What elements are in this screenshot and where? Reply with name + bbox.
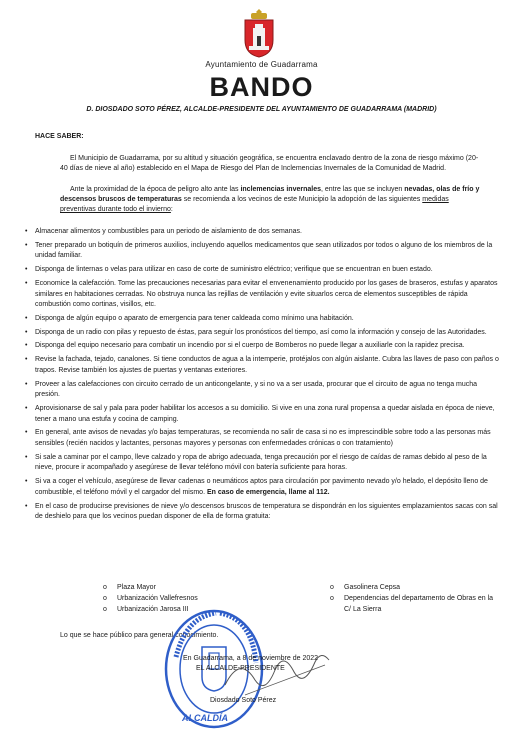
bullet-icon: •	[25, 380, 28, 388]
measure-text: Proveer a las calefacciones con circuito cerrado de un anticongelante, y si no va a ser usada, procurar que el circuito de agua no tenga mucha presión.	[35, 380, 478, 399]
measures-list	[25, 227, 500, 526]
bullet-icon: •	[25, 453, 28, 461]
handwritten-signature-icon	[215, 645, 345, 705]
signature-name: Diosdado Soto Pérez	[210, 697, 277, 704]
measure-text: Si va a coger el vehículo, asegúrese de llevar cadenas o neumáticos aptos para circulación por pavimento nevado y/o helado, el depósito lleno de combustible, el teléfono móvil y el cargador del mismo.	[35, 478, 488, 496]
circle-bullet-icon: o	[103, 584, 107, 591]
bullet-icon: •	[25, 502, 28, 510]
list-item	[25, 380, 500, 401]
circle-bullet-icon: o	[103, 595, 107, 602]
page-subtitle: D. DIOSDADO SOTO PÉREZ, ALCALDE-PRESIDENTE DEL AYUNTAMIENTO DE GUADARRAMA (MADRID)	[86, 106, 437, 113]
location-text: Gasolinera Cepsa	[344, 584, 401, 591]
measure-text: Economice la calefacción. Tome las precauciones necesarias para evitar el envenenamiento producido por los gases de braseros, estufas y aparatos similares en habitaciones cerradas. No obstruya nunca las rejillas de ventilación y evite situarlos cerca de elementos susceptibles de rápida combustión como cortinas, visillos, etc.	[35, 279, 498, 309]
list-item	[25, 477, 500, 498]
closing-text: Lo que se hace público para general conocimiento.	[60, 632, 219, 639]
list-item	[25, 502, 500, 523]
list-item	[25, 453, 500, 474]
intro-paragraph-2	[60, 185, 480, 215]
intro-text-1: El Municipio de Guadarrama, por su altitud y situación geográfica, se encuentra enclavado dentro de la zona de riesgo máximo (20-40 días de nieve al año) establecido en el Mapa de Riesgo del Plan de Inclemencias Invernales de la Comunidad de Madrid.	[60, 155, 479, 172]
list-item	[25, 314, 500, 325]
circle-bullet-icon: o	[330, 584, 334, 591]
measure-text: Disponga de algún equipo o aparato de emergencia para tener caldeada como mínimo una habitación.	[35, 314, 354, 322]
intro-text-2f: medidas preventivas durante todo el invierno	[60, 196, 449, 213]
hace-saber-heading: HACE SABER:	[35, 133, 84, 140]
bullet-icon: •	[25, 405, 28, 412]
intro-text-2	[60, 185, 480, 215]
measure-text: En el caso de producirse previsiones de nieve y/o descensos bruscos de temperatura se dispondrán en los siguientes emplazamientos sacas con sal de deshielo para que los vecinos puedan disponer de ella de forma gratuita:	[35, 502, 498, 521]
signature-role: EL ALCALDE-PRESIDENTE	[196, 665, 285, 672]
measure-text: Revise la fachada, tejado, canalones. Si tiene conductos de agua a la intemperie, protéjalos con algún aislante. Cubra las llaves de paso con paños o trapos. Revise también los ajustes de puertas y ventanas exteriores.	[35, 356, 499, 374]
bullet-icon: •	[25, 241, 28, 249]
bullet-icon: •	[25, 342, 28, 350]
bullet-icon: •	[25, 356, 28, 364]
bullet-icon: •	[25, 228, 28, 235]
locations-right-column	[330, 582, 500, 615]
location-text: Urbanización Jarosa III	[117, 606, 189, 613]
list-item	[25, 265, 500, 276]
measure-text: Disponga de un radio con pilas y repuesto de éstas, para seguir los pronósticos del tiempo, así como la información y consejo de las Autoridades.	[35, 328, 487, 336]
bullet-icon: •	[25, 478, 28, 486]
coat-of-arms-icon	[241, 8, 277, 58]
organization-name: Ayuntamiento de Guadarrama	[205, 60, 318, 69]
list-item	[25, 355, 500, 376]
stamp-label: ALCALDÍA	[182, 713, 228, 723]
circle-bullet-icon: o	[330, 595, 334, 602]
signature-date: En Guadarrama, a 8 de noviembre de 2022	[183, 655, 319, 662]
list-item	[25, 227, 500, 238]
intro-text-2b: inclemencias invernales	[240, 186, 321, 193]
list-item	[25, 341, 500, 352]
bullet-icon: •	[25, 279, 28, 287]
circle-bullet-icon: o	[103, 606, 107, 613]
list-item	[25, 328, 500, 339]
bullet-icon: •	[25, 266, 28, 274]
intro-paragraph-1	[60, 154, 480, 174]
intro-text-2d: nevadas, olas de frío y descensos bruscos de temperaturas	[60, 186, 480, 203]
location-item	[330, 582, 500, 593]
measure-text: Almacenar alimentos y combustibles para un periodo de aislamiento de dos semanas.	[35, 228, 302, 235]
location-text: Dependencias del departamento de Obras en la C/ La Sierra	[344, 595, 494, 613]
measure-text: Tener preparado un botiquín de primeros auxilios, incluyendo aquellos medicamentos que sean utilizados por todos o alguno de los miembros de la unidad familiar.	[35, 241, 493, 260]
location-item	[103, 582, 253, 593]
intro-text-2g: :	[170, 206, 173, 213]
emergency-number-text: En caso de emergencia, llame al 112.	[205, 488, 330, 496]
list-item	[25, 404, 500, 425]
location-text: Plaza Mayor	[117, 584, 156, 591]
intro-text-2a: Ante la proximidad de la época de peligro alto ante las	[70, 186, 241, 193]
location-item	[103, 593, 253, 604]
location-item	[330, 593, 500, 615]
measure-text: Aprovisionarse de sal y pala para poder habilitar los accesos a su domicilio. Si vive en una zona rural propensa a quedar aislada en época de nieve, tener a mano una estufa y cocina de camping.	[35, 405, 495, 423]
list-item	[25, 241, 500, 262]
measure-text: Disponga de linternas o velas para utilizar en caso de corte de suministro eléctrico; verifique que se encuentran en buen estado.	[35, 266, 433, 274]
bullet-icon: •	[25, 328, 28, 336]
list-item	[25, 279, 500, 311]
measure-text: Si sale a caminar por el campo, lleve calzado y ropa de abrigo adecuada, tenga precaución por el riesgo de caídas de ramas debido al peso de la nieve, procure ir acompañado y asegúrese de llevar teléfono móvil con batería suficiente para horas.	[35, 453, 487, 472]
bullet-icon: •	[25, 429, 28, 437]
measure-text: En general, ante avisos de nevadas y/o bajas temperaturas, se recomienda no salir de casa si no es imprescindible sobre todo a las personas más sensibles (recién nacidos y lactantes, personas mayores y personas con enfermedades crónicas o con tratamiento)	[35, 429, 491, 447]
intro-text-2e: se recomienda a los vecinos de este Municipio la adopción de las siguientes	[181, 196, 423, 203]
measure-text: Disponga del equipo necesario para combatir un incendio por si el cuerpo de Bomberos no puede llegar a auxiliarle con la rapidez precisa.	[35, 342, 465, 350]
intro-text-2c: , entre las que se incluyen	[321, 186, 405, 193]
location-text: Urbanización Vallefresnos	[117, 595, 198, 602]
page-title: BANDO	[209, 72, 314, 102]
list-item	[25, 428, 500, 449]
bullet-icon: •	[25, 314, 28, 322]
